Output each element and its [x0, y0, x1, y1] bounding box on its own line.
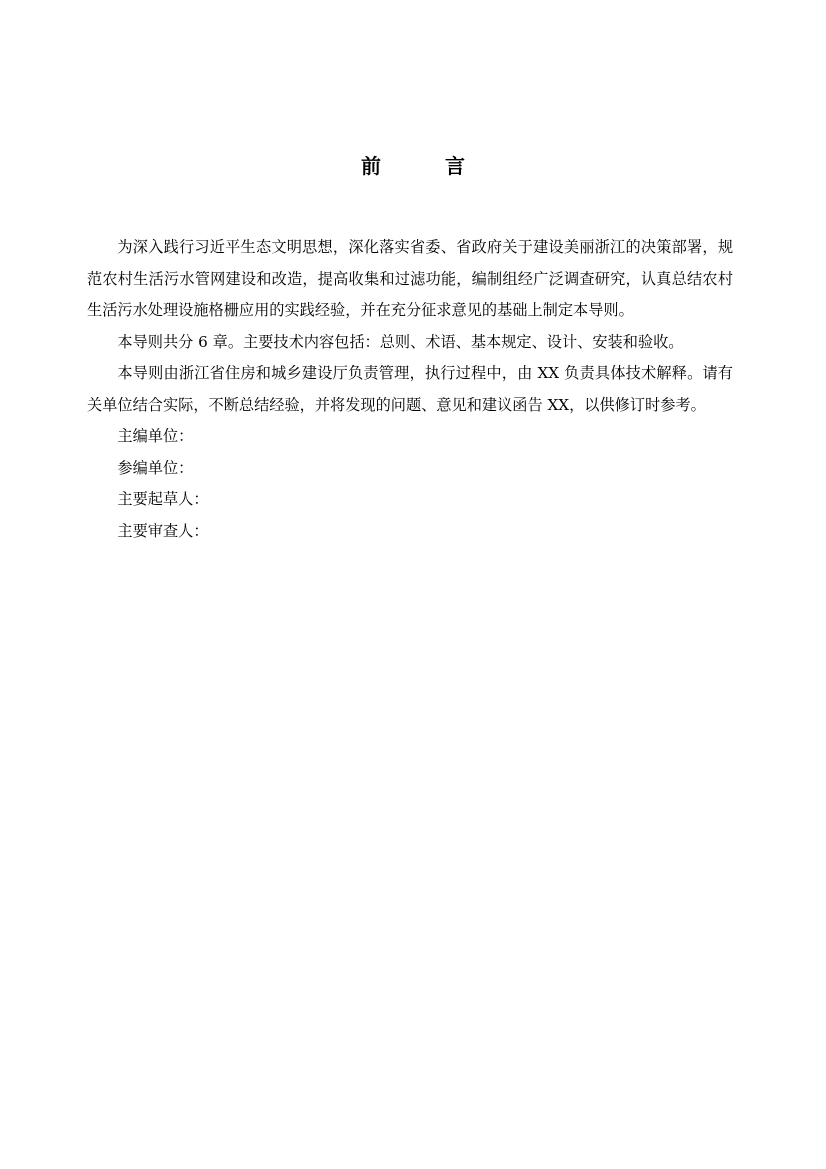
main-drafters-label: 主要起草人：	[117, 490, 209, 508]
paragraph-contents: 本导则共分 6 章。主要技术内容包括：总则、术语、基本规定、设计、安装和验收。	[117, 332, 684, 351]
foreword-body	[87, 232, 733, 547]
paragraph-management: 本导则由浙江省住房和城乡建设厅负责管理，执行过程中，由 XX 负责具体技术解释。请有关单位结合实际，不断总结经验，并将发现的问题、意见和建议函告 XX，以供修订时参考。	[87, 364, 733, 414]
page-title: 前 言	[361, 154, 487, 178]
paragraph-purpose: 为深入践行习近平生态文明思想，深化落实省委、省政府关于建设美丽浙江的决策部署，规范农村生活污水管网建设和改造，提高收集和过滤功能，编制组经广泛调查研究，认真总结农村生活污水处理设施格栅应用的实践经验，并在充分征求意见的基础上制定本导则。	[87, 238, 733, 319]
main-reviewers-label: 主要审查人：	[117, 521, 209, 540]
participating-units-label: 参编单位：	[117, 458, 194, 477]
chief-units-label: 主编单位：	[117, 427, 194, 445]
